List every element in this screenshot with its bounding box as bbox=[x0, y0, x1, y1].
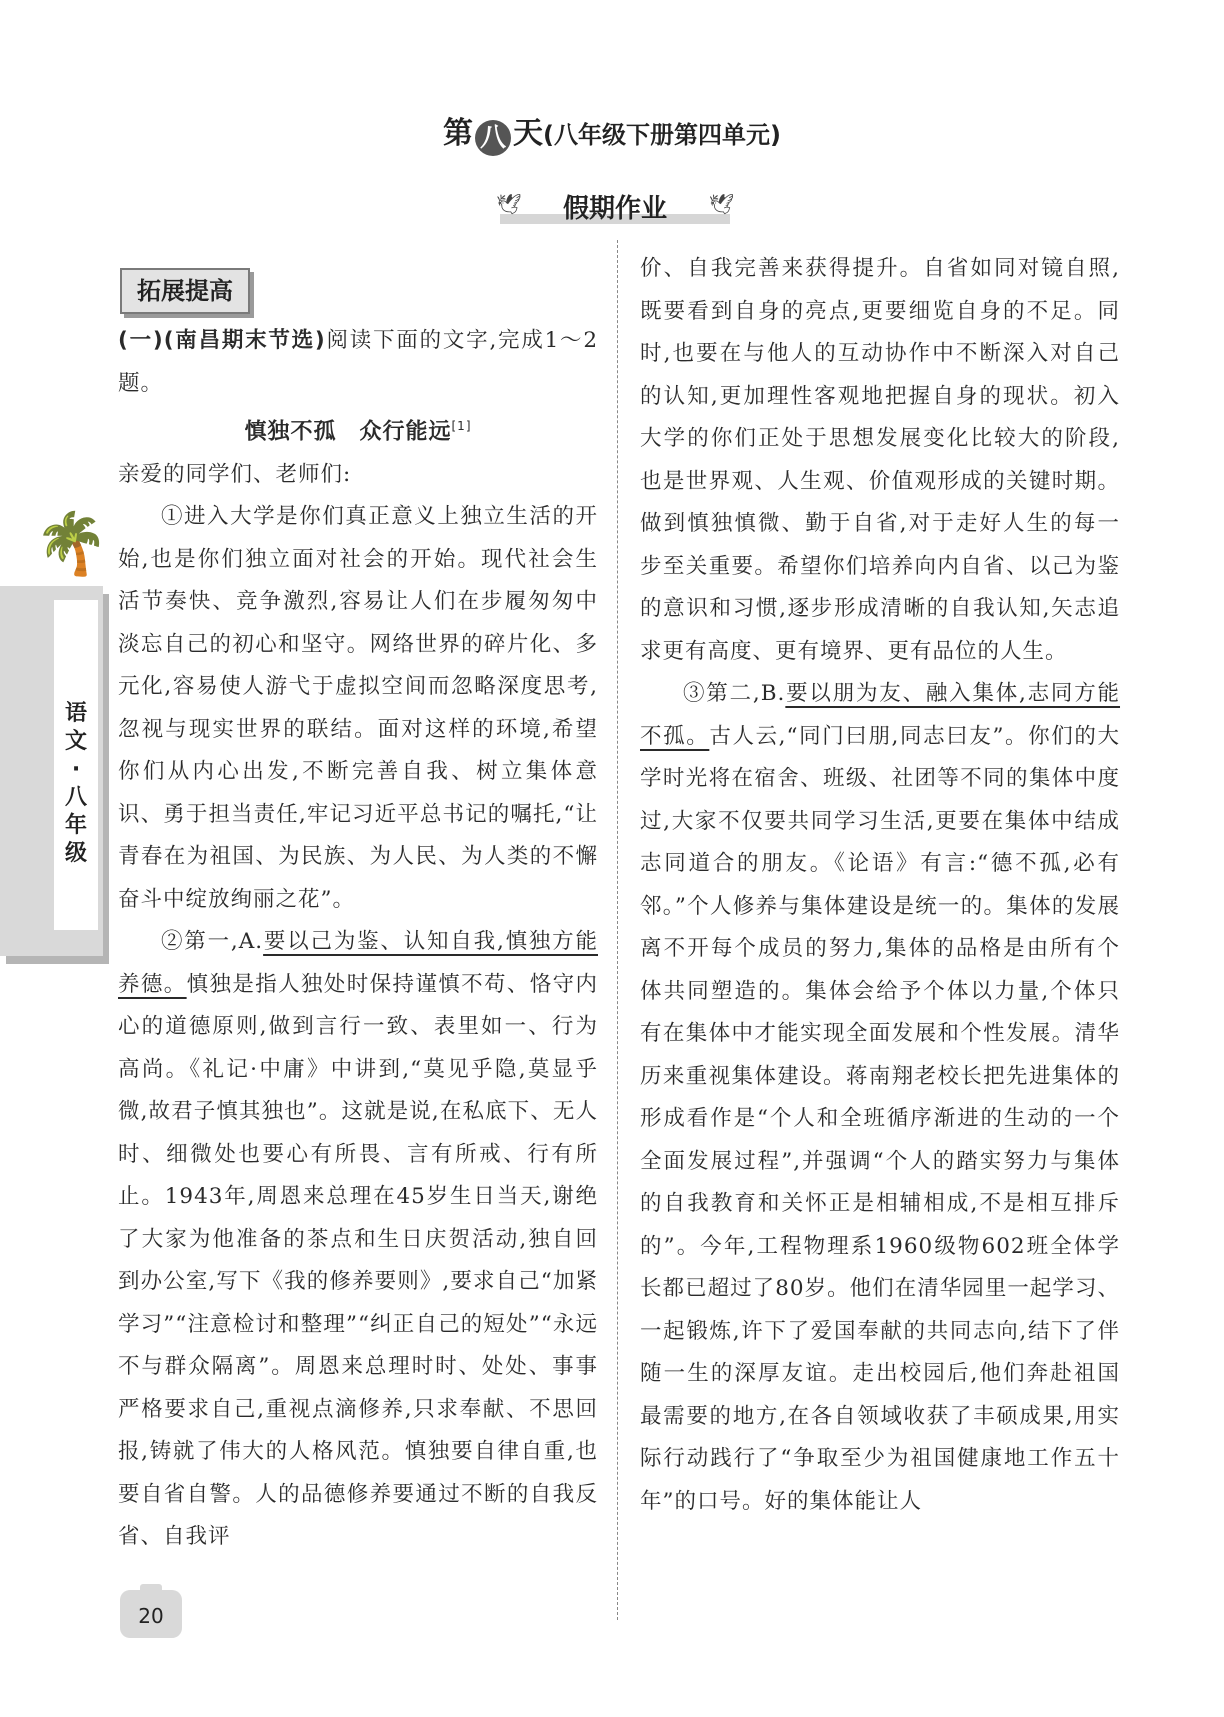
page-number-text: 20 bbox=[138, 1604, 164, 1628]
camera-icon bbox=[140, 1584, 162, 1592]
day-suffix: 天 bbox=[513, 116, 544, 151]
footnote-mark: [1] bbox=[451, 419, 472, 433]
paragraph-3-text: 古人云,“同门曰朋,同志曰友”。你们的大学时光将在宿舍、班级、社团等不同的集体中度过,大家不仅要共同学习生活,更要在集体中结成志同道合的朋友。《论语》有言:“德不孤,必有邻。”个人修养与集体建设是统一的。集体的发展离不开每个成员的努力,集体的品格是由所有个体共同塑造的。集体会给予个体以力量,个体只有在集体中才能实现全面发展和个性发展。清华历来重视集体建设。蒋南翔老校长把先进集体的形成看作是“个人和全班循序渐进的生动的一个全面发展过程”,并强调“个人的踏实努力与集体的自我教育和关怀正是相辅相成,不是相互排斥的”。今年,工程物理系1960级物602班全体学长都已超过了80岁。他们在清华园里一起学习、一起锻炼,许下了爱国奉献的共同志向,结下了伴随一生的深厚友谊。走出校园后,他们奔赴祖国最需要的地方,在各自领域收获了丰硕成果,用实际行动践行了“争取至少为祖国健康地工作五十年”的口号。好的集体能让人 bbox=[640, 723, 1120, 1514]
question-intro bbox=[118, 320, 598, 405]
paragraph-2-lead: ②第一,A. bbox=[161, 929, 264, 955]
side-tab-label bbox=[54, 700, 98, 868]
article-title-text: 慎独不孤 众行能远 bbox=[244, 419, 452, 445]
paragraph-2-underlined: 要以己为鉴、认知自我,慎独方能养德。 bbox=[118, 929, 598, 997]
article-title bbox=[118, 405, 598, 454]
right-column bbox=[640, 248, 1120, 1523]
column-divider bbox=[617, 240, 618, 1620]
page-number bbox=[120, 1590, 182, 1638]
paragraph-1: ①进入大学是你们真正意义上独立生活的开始,也是你们独立面对社会的开始。现代社会生活节奏快、竞争激烈,容易让人们在步履匆匆中淡忘自己的初心和坚守。网络世界的碎片化、多元化,容易使人游弋于虚拟空间而忽略深度思考,忽视与现实世界的联结。面对这样的环境,希望你们从内心出发,不断完善自我、树立集体意识、勇于担当责任,牢记习近平总书记的嘱托,“让青春在为祖国、为民族、为人民、为人类的不懈奋斗中绽放绚丽之花”。 bbox=[118, 504, 598, 912]
paragraph-2-text: 慎独是指人独处时保持谨慎不苟、恪守内心的道德原则,做到言行一致、表里如一、行为高尚。《礼记·中庸》中讲到,“莫见乎隐,莫显乎微,故君子慎其独也”。这就是说,在私底下、无人时、细微处也要心有所畏、言有所戒、行有所止。1943年,周恩来总理在45岁生日当天,谢绝了大家为他准备的茶点和生日庆贺活动,独自回到办公室,写下《我的修养要则》,要求自己“加紧学习”“注意检讨和整理”“纠正自己的短处”“永远不与群众隔离”。周恩来总理时时、处处、事事严格要求自己,重视点滴修养,只求奉献、不思回报,铸就了伟大的人格风范。慎独要自律自重,也要自省自警。人的品德修养要通过不断的自我反省、自我评 bbox=[118, 971, 598, 1550]
question-instruction: 阅读下面的文字,完成1～2题。 bbox=[118, 328, 598, 396]
section-banner-title: 假期作业 bbox=[562, 194, 667, 224]
paragraph-3-lead: ③第二,B. bbox=[683, 681, 786, 706]
section-banner bbox=[496, 188, 734, 228]
day-number-badge: 八 bbox=[475, 120, 511, 156]
question-source: (一)(南昌期末节选) bbox=[118, 328, 326, 353]
salutation: 亲爱的同学们、老师们: bbox=[118, 461, 352, 487]
side-tab-text: 语文·八年级 bbox=[64, 701, 87, 866]
bird-left-icon: 🕊 bbox=[496, 192, 522, 216]
page-title bbox=[0, 108, 1224, 156]
unit-subtitle: (八年级下册第四单元) bbox=[543, 121, 781, 149]
paragraph-2 bbox=[118, 921, 598, 1559]
section-tag: 拓展提高 bbox=[120, 268, 250, 314]
paragraph-2-continued: 价、自我完善来获得提升。自省如同对镜自照,既要看到自身的亮点,更要细览自身的不足。同时,也要在与他人的互动协作中不断深入对自己的认知,更加理性客观地把握自身的现状。初入大学的你们正处于思想发展变化比较大的阶段,也是世界观、人生观、价值观形成的关键时期。做到慎独慎微、勤于自省,对于走好人生的每一步至关重要。希望你们培养向内自省、以己为鉴的意识和习惯,逐步形成清晰的自我认知,矢志追求更有高度、更有境界、更有品位的人生。 bbox=[640, 256, 1120, 664]
paragraph-3 bbox=[640, 673, 1120, 1523]
day-prefix: 第 bbox=[443, 116, 474, 151]
side-tab bbox=[0, 586, 103, 956]
side-tab-inner bbox=[54, 600, 98, 930]
left-column bbox=[118, 320, 598, 1559]
bird-right-icon: 🕊 bbox=[708, 192, 734, 216]
paragraph-3-underlined: 要以朋为友、融入集体,志同方能不孤。 bbox=[640, 681, 1121, 749]
palm-tree-icon: 🌴 bbox=[34, 509, 109, 579]
